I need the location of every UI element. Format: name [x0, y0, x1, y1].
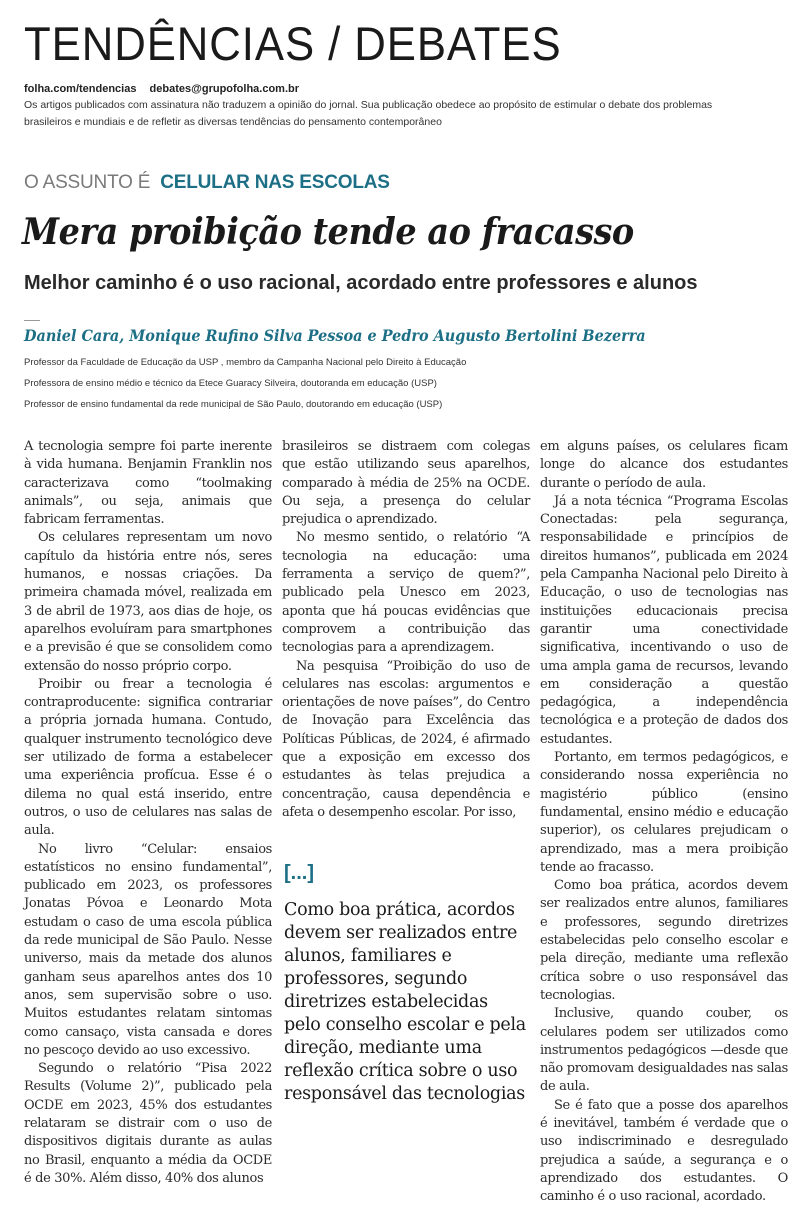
paragraph: Inclusive, quando couber, os celulares podem ser utilizados como instrumentos pedagógicos —desde que não promovam desigualdades nas salas de aula. — [540, 1006, 788, 1095]
section-email-link[interactable]: debates@grupofolha.com.br — [149, 83, 300, 95]
subject-kicker — [24, 172, 390, 194]
paragraph: Proibir ou frear a tecnologia é contraproducente: significa contrariar a própria jornada humana. Contudo, qualquer instrumento tecnológico deve ser utilizado de forma a estabelecer uma experiência profícua. Esse é o dilema no qual está inserido, entre outros, o uso de celulares nas salas de aula. — [24, 676, 272, 839]
section-title: TENDÊNCIAS / DEBATES — [24, 17, 562, 70]
author-bios — [24, 356, 466, 419]
paragraph: Portanto, em termos pedagógicos, e considerando nossa experiência no magistério público (ensino fundamental, ensino médio e educação superior), os celulares prejudicam o aprendizado, mas a mera proibição tende ao fracasso. — [540, 750, 788, 875]
pull-quote-text: Como boa prática, acordos devem ser realizados entre alunos, familiares e professores, segundo diretrizes estabelecidas pelo conselho escolar e pela direção, mediante uma reflexão crítica sobre o uso responsável das tecnologias — [284, 900, 526, 1104]
article-column-2 — [282, 438, 530, 822]
section-url-link[interactable]: folha.com/tendencias — [24, 83, 137, 95]
article-column-1 — [24, 438, 272, 1188]
section-contacts — [24, 83, 299, 95]
paragraph: A tecnologia sempre foi parte inerente à vida humana. Benjamin Franklin nos caracterizava como “toolmaking animals”, ou seja, animais que fabricam ferramentas. — [24, 439, 272, 528]
paragraph: em alguns países, os celulares ficam longe do alcance dos estudantes durante o período de aula. — [540, 439, 788, 491]
paragraph: No mesmo sentido, o relatório “A tecnologia na educação: uma ferramenta a serviço de quem?”, publicado pela Unesco em 2023, aponta que há poucas evidências que comprovem a contribuição das tecnologias para a aprendizagem. — [282, 530, 530, 656]
byline: Daniel Cara, Monique Rufino Silva Pessoa e Pedro Augusto Bertolini Bezerra — [24, 326, 646, 345]
deck-subtitle: Melhor caminho é o uso racional, acordado entre professores e alunos — [24, 272, 698, 294]
author-bio: Professor da Faculdade de Educação da USP , membro da Campanha Nacional pelo Direito à Educação — [24, 357, 467, 368]
headline: Mera proibição tende ao fracasso — [22, 211, 634, 253]
author-bio: Professora de ensino médio e técnico da Etece Guaracy Silveira, doutoranda em educação (USP) — [24, 378, 437, 389]
divider — [24, 320, 40, 321]
paragraph: Na pesquisa “Proibição do uso de celulares nas escolas: argumentos e orientações de nove países”, do Centro de Inovação para Excelência das Políticas Públicas, de 2024, é afirmado que a exposição em excesso dos estudantes às telas prejudica a concentração, causa dependência e afeta o desempenho escolar. Por isso, — [282, 658, 530, 820]
author-bio: Professor de ensino fundamental da rede municipal de São Paulo, doutorando em educação (USP) — [24, 399, 443, 410]
paragraph: Os celulares representam um novo capítulo da história entre nós, seres humanos, e nossas criações. Da primeira chamada móvel, realizada em 3 de abril de 1973, aos dias de hoje, os aparelhos evoluíram para smartphones e a previsão é que se consolidem como extensão do nosso próprio corpo. — [24, 530, 272, 674]
paragraph: Já a nota técnica “Programa Escolas Conectadas: pela segurança, responsabilidade e princípios de direitos humanos”, publicada em 2024 pela Campanha Nacional pelo Direito à Educação, o uso de tecnologias nas instituições educacionais precisa garantir uma conectividade significativa, incentivando o uso de uma ampla gama de recursos, levando em consideração a questão pedagógica, a independência tecnológica e a proteção de dados dos estudantes. — [540, 493, 788, 747]
paragraph: Como boa prática, acordos devem ser realizados entre alunos, familiares e professores, segundo diretrizes estabelecidas pelo conselho escolar e pela direção, mediante uma reflexão crítica sobre o uso responsável das tecnologias. — [540, 878, 788, 1003]
subject-label: O ASSUNTO É — [24, 172, 151, 193]
ellipsis-marker: [...] — [284, 862, 314, 884]
subject-topic: CELULAR NAS ESCOLAS — [160, 172, 390, 193]
paragraph: Segundo o relatório “Pisa 2022 Results (Volume 2)”, publicado pela OCDE em 2023, 45% dos estudantes relataram se distrair com o uso de dispositivos digitais durante as aulas no Brasil, enquanto a média da OCDE é de 30%. Além disso, 40% dos alunos — [24, 1061, 272, 1186]
paragraph: Se é fato que a posse dos aparelhos é inevitável, também é verdade que o uso indiscriminado e desregulado prejudica a saúde, a segurança e o aprendizado dos estudantes. O caminho é o uso racional, acordado. — [540, 1097, 788, 1205]
paragraph: brasileiros se distraem com colegas que estão utilizando seus aparelhos, comparado à média de 25% na OCDE. Ou seja, a presença do celular prejudica o aprendizado. — [282, 439, 530, 528]
pull-quote — [284, 862, 529, 1106]
editorial-disclaimer: Os artigos publicados com assinatura não traduzem a opinião do jornal. Sua publicação obedece ao propósito de estimular o debate dos problemas brasileiros e mundiais e de refletir as diversas tendências do pensamento contemporâneo — [24, 99, 713, 128]
article-column-3 — [540, 438, 788, 1206]
paragraph: No livro “Celular: ensaios estatísticos no ensino fundamental”, publicado em 2023, os professores Jonatas Póvoa e Leonardo Mota estudam o caso de uma escola pública da rede municipal de São Paulo. Nesse universo, mais da metade dos alunos ganham seus aparelhos antes dos 10 anos, sem supervisão sobre o uso. Muitos estudantes relatam sintomas como cansaço, vista cansada e dores no pescoço devido ao uso excessivo. — [24, 841, 272, 1058]
